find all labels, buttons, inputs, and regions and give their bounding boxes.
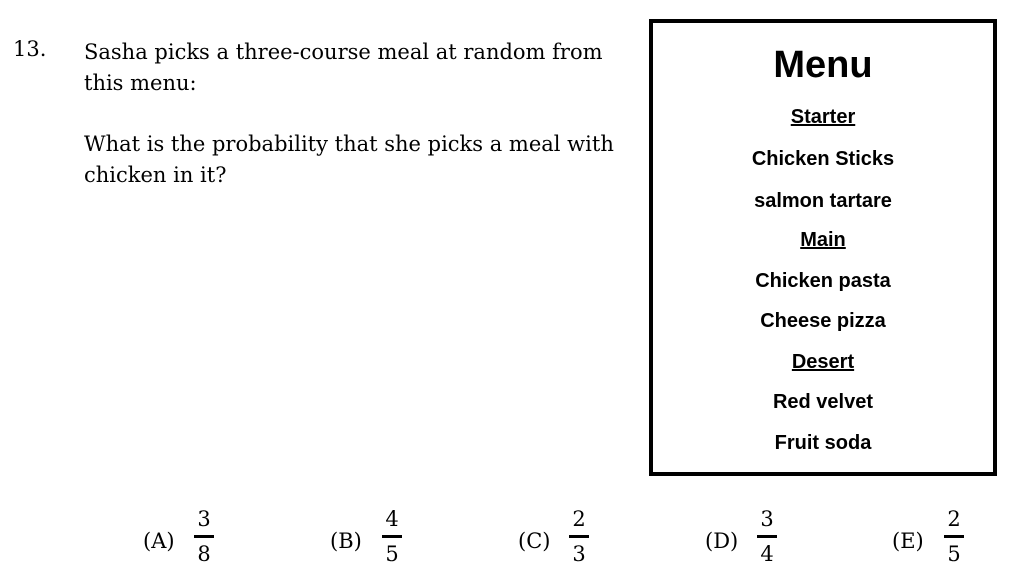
fraction-denominator: 3 <box>572 542 586 566</box>
fraction-numerator: 2 <box>947 507 961 531</box>
fraction-bar <box>757 535 777 538</box>
fraction-numerator: 2 <box>572 507 586 531</box>
fraction-numerator: 4 <box>385 507 399 531</box>
fraction-numerator: 3 <box>760 507 774 531</box>
answer-fraction <box>944 505 964 568</box>
question-line-2: What is the probability that she picks a meal with chicken in it? <box>84 132 614 187</box>
menu-heading-starter: Starter <box>790 106 856 128</box>
fraction-bar <box>382 535 402 538</box>
fraction-bar <box>569 535 589 538</box>
question-number: 13. <box>13 37 47 61</box>
fraction-denominator: 8 <box>197 542 211 566</box>
answer-label: (C) <box>518 529 551 553</box>
menu-title: Menu <box>773 44 873 86</box>
question-line-1: Sasha picks a three-course meal at random from this menu: <box>84 40 603 95</box>
fraction-bar <box>944 535 964 538</box>
menu-item: Chicken Sticks <box>751 148 895 170</box>
menu-item: Red velvet <box>772 391 874 413</box>
answer-label: (A) <box>143 529 175 553</box>
answer-label: (B) <box>330 529 362 553</box>
menu-item: Chicken pasta <box>755 270 891 292</box>
menu-item: Fruit soda <box>774 432 872 454</box>
menu-item: Cheese pizza <box>760 310 886 332</box>
menu-box <box>649 19 997 476</box>
answer-choices <box>0 505 1022 575</box>
fraction-denominator: 5 <box>385 542 399 566</box>
answer-fraction <box>382 505 402 568</box>
answer-label: (D) <box>705 529 739 553</box>
fraction-denominator: 4 <box>760 542 774 566</box>
fraction-denominator: 5 <box>947 542 961 566</box>
fraction-bar <box>194 535 214 538</box>
menu-item: salmon tartare <box>754 190 892 212</box>
menu-heading-main: Main <box>800 229 846 251</box>
menu-heading-desert: Desert <box>791 351 855 373</box>
fraction-numerator: 3 <box>197 507 211 531</box>
question-text <box>84 37 634 221</box>
answer-fraction <box>194 505 214 568</box>
answer-fraction <box>757 505 777 568</box>
answer-fraction <box>569 505 589 568</box>
answer-label: (E) <box>892 529 924 553</box>
